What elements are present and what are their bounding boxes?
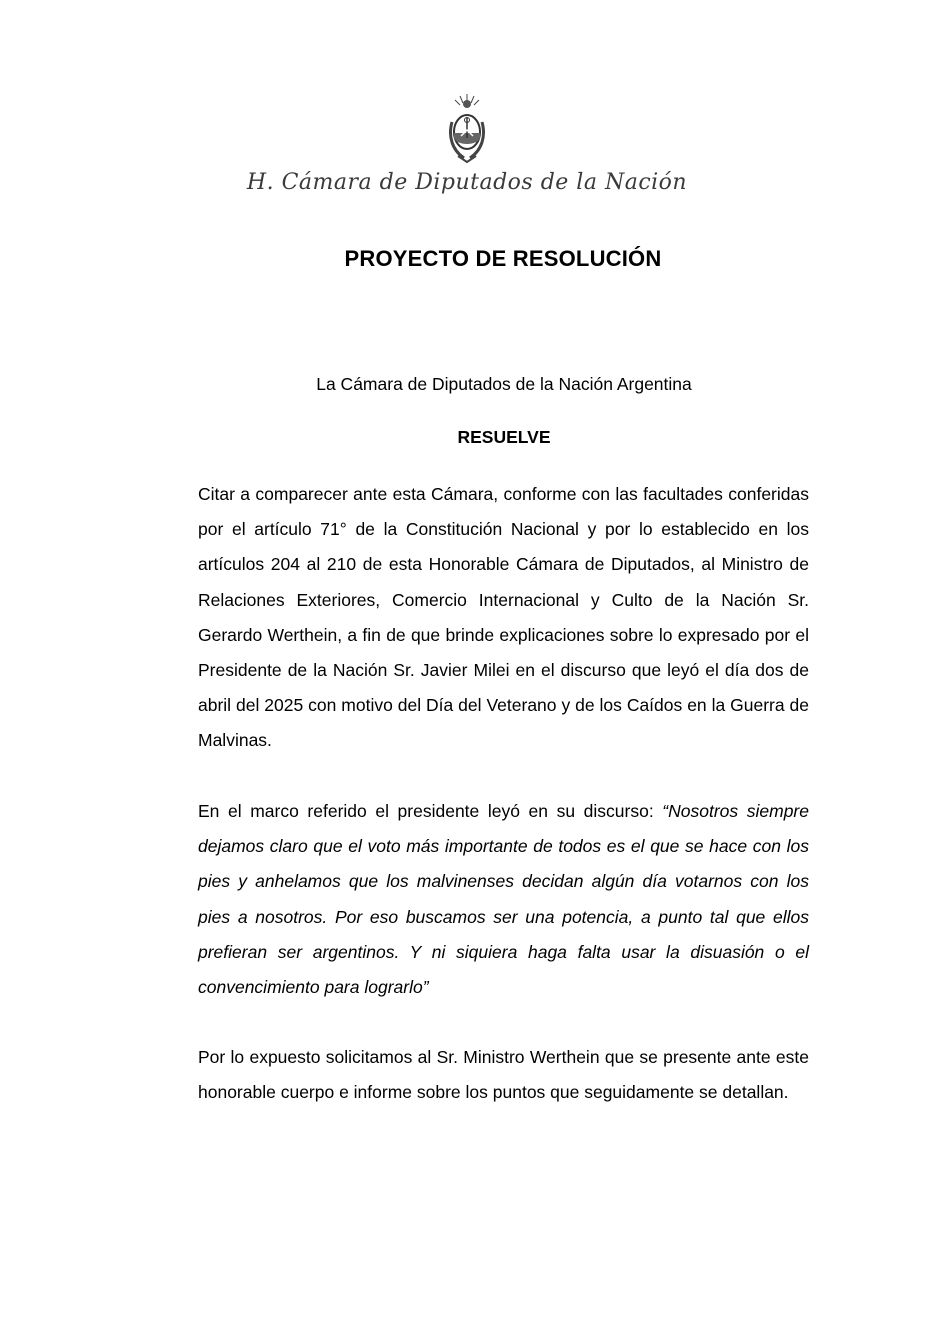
chamber-name-logo: H. Cámara de Diputados de la Nación [246,170,688,195]
paragraph-summons: Citar a comparecer ante esta Cámara, conforme con las facultades conferidas por el artículo 71° de la Constitución Nacional y por lo establecido en los artículos 204 al 210 de esta Honorable Cámara de Diputados, al Ministro de Relaciones Exteriores, Comercio Internacional y Culto de la Nación Sr. Gerardo Werthein, a fin de que brinde explicaciones sobre lo expresado por el Presidente de la Nación Sr. Javier Milei en el discurso que leyó el día dos de abril del 2025 con motivo del Día del Veterano y de los Caídos en la Guerra de Malvinas. [198,484,809,751]
speech-quote: “Nosotros siempre dejamos claro que el voto más importante de todos es el que se hace con los pies y anhelamos que los malvinenses decidan algún día votarnos con los pies a nosotros. Por eso buscamos ser una potencia, a punto tal que ellos prefieran ser argentinos. Y ni siquiera haga falta usar la disuasión o el convencimiento para lograrlo” [198,801,809,998]
resolution-intro: La Cámara de Diputados de la Nación Argentina [316,374,692,394]
paragraph-speech-lead: En el marco referido el presidente leyó en su discurso: [198,801,663,821]
national-seal-icon [444,92,490,166]
document-title: PROYECTO DE RESOLUCIÓN [344,246,662,271]
resolves-heading: RESUELVE [457,427,551,447]
paragraph-request: Por lo expuesto solicitamos al Sr. Ministro Werthein que se presente ante este honorable cuerpo e informe sobre los puntos que seguidamente se detallan. [198,1047,809,1103]
paragraph-speech-quote [198,794,809,1005]
letterhead [0,92,934,195]
